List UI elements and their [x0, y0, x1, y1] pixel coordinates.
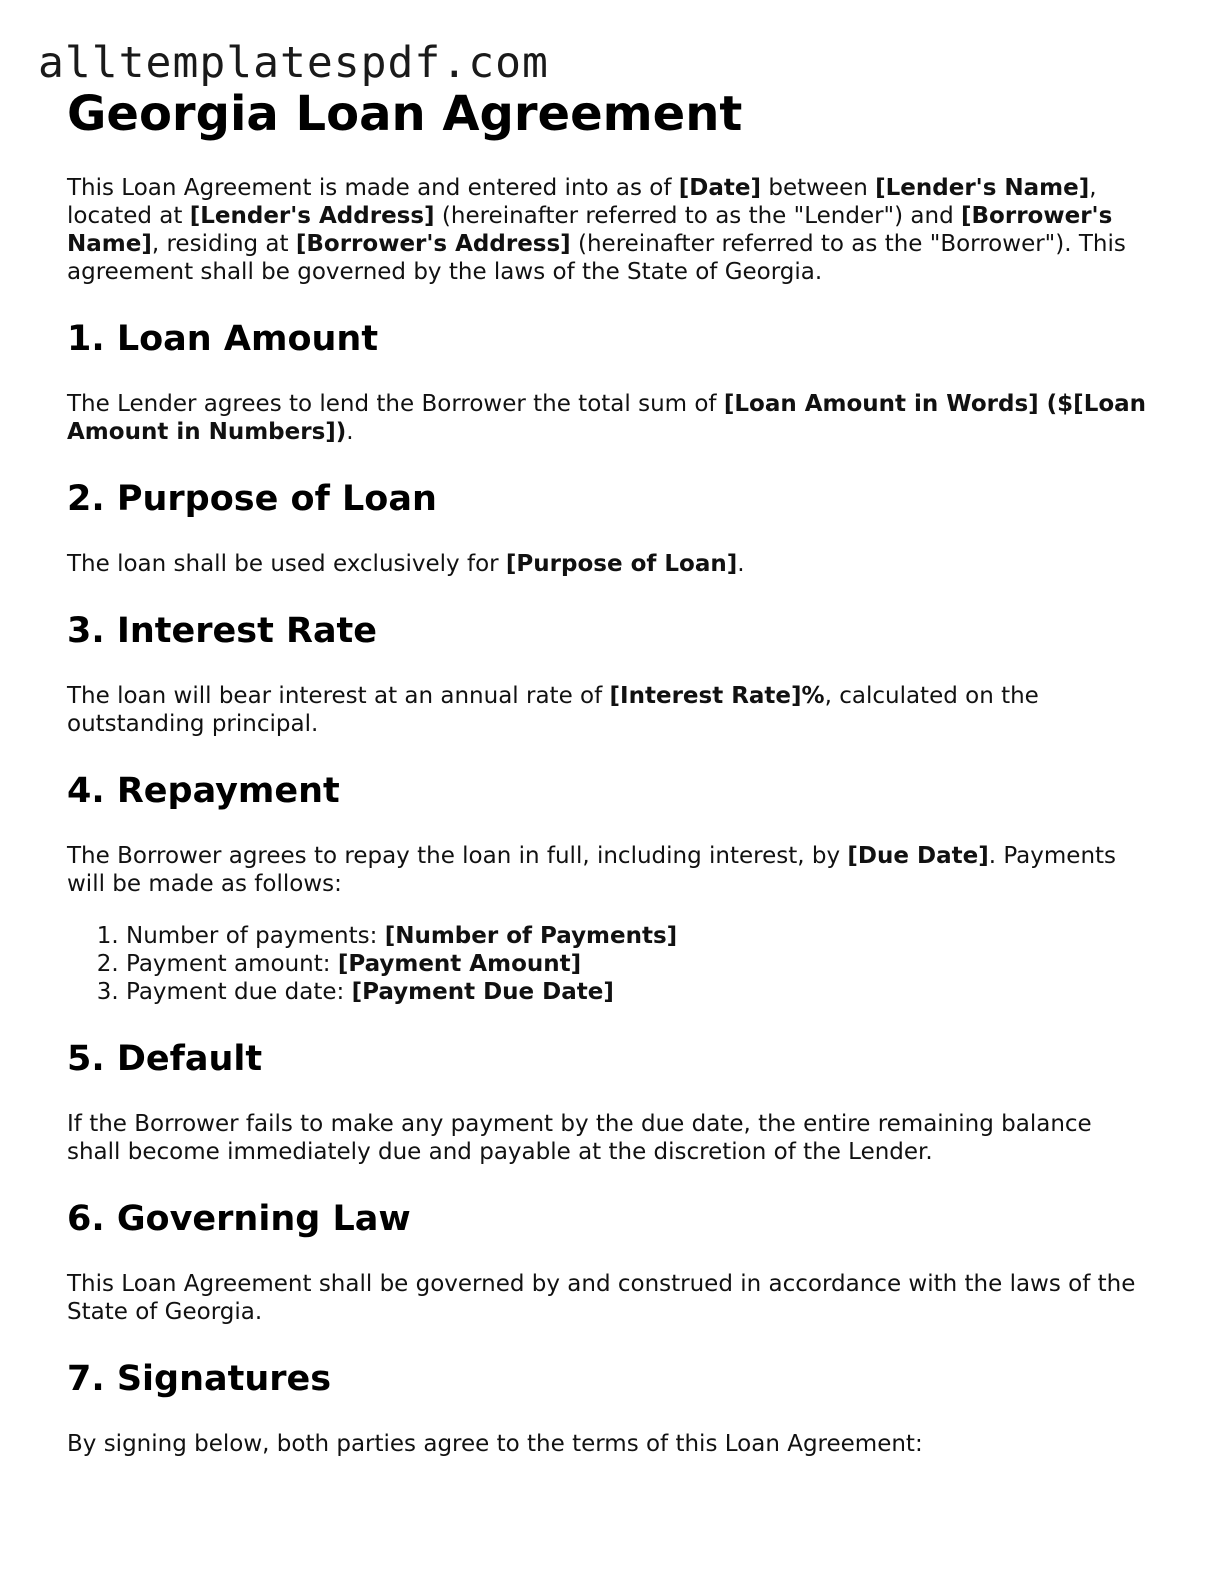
list-item — [126, 950, 1147, 978]
loan-amount-text-2: . — [346, 419, 354, 445]
payment-amount-label: Payment amount: — [126, 951, 338, 977]
governing-law-paragraph: This Loan Agreement shall be governed by and construed in accordance with the laws of the State of Georgia. — [67, 1271, 1136, 1325]
document-body — [67, 84, 1147, 1458]
section-heading-repayment: 4. Repayment — [67, 771, 340, 811]
intro-text-2: between — [761, 175, 876, 201]
list-item — [126, 922, 1147, 950]
purpose-text-1: The loan shall be used exclusively for — [67, 551, 506, 577]
payment-amount-field: [Payment Amount] — [337, 951, 582, 977]
intro-paragraph — [67, 174, 1147, 286]
section-heading-interest-rate: 3. Interest Rate — [67, 611, 378, 651]
date-field: [Date] — [678, 175, 762, 201]
section-heading-governing-law: 6. Governing Law — [67, 1199, 411, 1239]
section-heading-default: 5. Default — [67, 1039, 263, 1079]
section-heading-loan-amount: 1. Loan Amount — [67, 319, 379, 359]
list-item — [126, 978, 1147, 1006]
intro-text-1: This Loan Agreement is made and entered into as of — [67, 175, 679, 201]
section-heading-signatures: 7. Signatures — [67, 1359, 332, 1399]
document-title: Georgia Loan Agreement — [67, 86, 743, 142]
repayment-text-1: The Borrower agrees to repay the loan in full, including interest, by — [67, 843, 848, 869]
purpose-field: [Purpose of Loan] — [505, 551, 738, 577]
loan-amount-field: [Loan Amount in Words] ($[Loan Amount in Numbers]) — [67, 391, 1147, 445]
lender-address-field: [Lender's Address] — [189, 203, 435, 229]
intro-text-4: (hereinafter referred to as the "Lender") and — [434, 203, 962, 229]
payment-due-date-field: [Payment Due Date] — [351, 979, 614, 1005]
repayment-paragraph — [67, 842, 1147, 898]
purpose-text-2: . — [737, 551, 745, 577]
payment-due-date-label: Payment due date: — [126, 979, 352, 1005]
payment-terms-list — [67, 922, 1147, 1006]
loan-amount-paragraph — [67, 390, 1147, 446]
intro-text-5: , residing at — [151, 231, 296, 257]
intro-text-3: , located at — [67, 175, 1097, 229]
default-paragraph: If the Borrower fails to make any payment by the due date, the entire remaining balance shall become immediately due and payable at the discretion of the Lender. — [67, 1111, 1092, 1165]
borrower-name-field: [Borrower's Name] — [67, 203, 1113, 257]
repayment-text-2: . Payments will be made as follows: — [67, 843, 1117, 897]
interest-paragraph — [67, 682, 1147, 738]
due-date-field: [Due Date] — [847, 843, 989, 869]
payment-count-label: Number of payments: — [126, 923, 385, 949]
section-heading-purpose: 2. Purpose of Loan — [67, 479, 437, 519]
loan-amount-text-1: The Lender agrees to lend the Borrower the total sum of — [67, 391, 724, 417]
interest-text-1: The loan will bear interest at an annual rate of — [67, 683, 610, 709]
lender-name-field: [Lender's Name] — [875, 175, 1090, 201]
watermark-text: alltemplatespdf.com — [38, 38, 549, 88]
payment-count-field: [Number of Payments] — [384, 923, 678, 949]
interest-rate-field: [Interest Rate]% — [609, 683, 825, 709]
borrower-address-field: [Borrower's Address] — [295, 231, 571, 257]
purpose-paragraph — [67, 550, 1147, 578]
intro-text-6: (hereinafter referred to as the "Borrower"). This agreement shall be governed by the laws of the State of Georgia. — [67, 231, 1126, 285]
interest-text-2: , calculated on the outstanding principal. — [67, 683, 1039, 737]
signatures-paragraph: By signing below, both parties agree to the terms of this Loan Agreement: — [67, 1431, 923, 1457]
